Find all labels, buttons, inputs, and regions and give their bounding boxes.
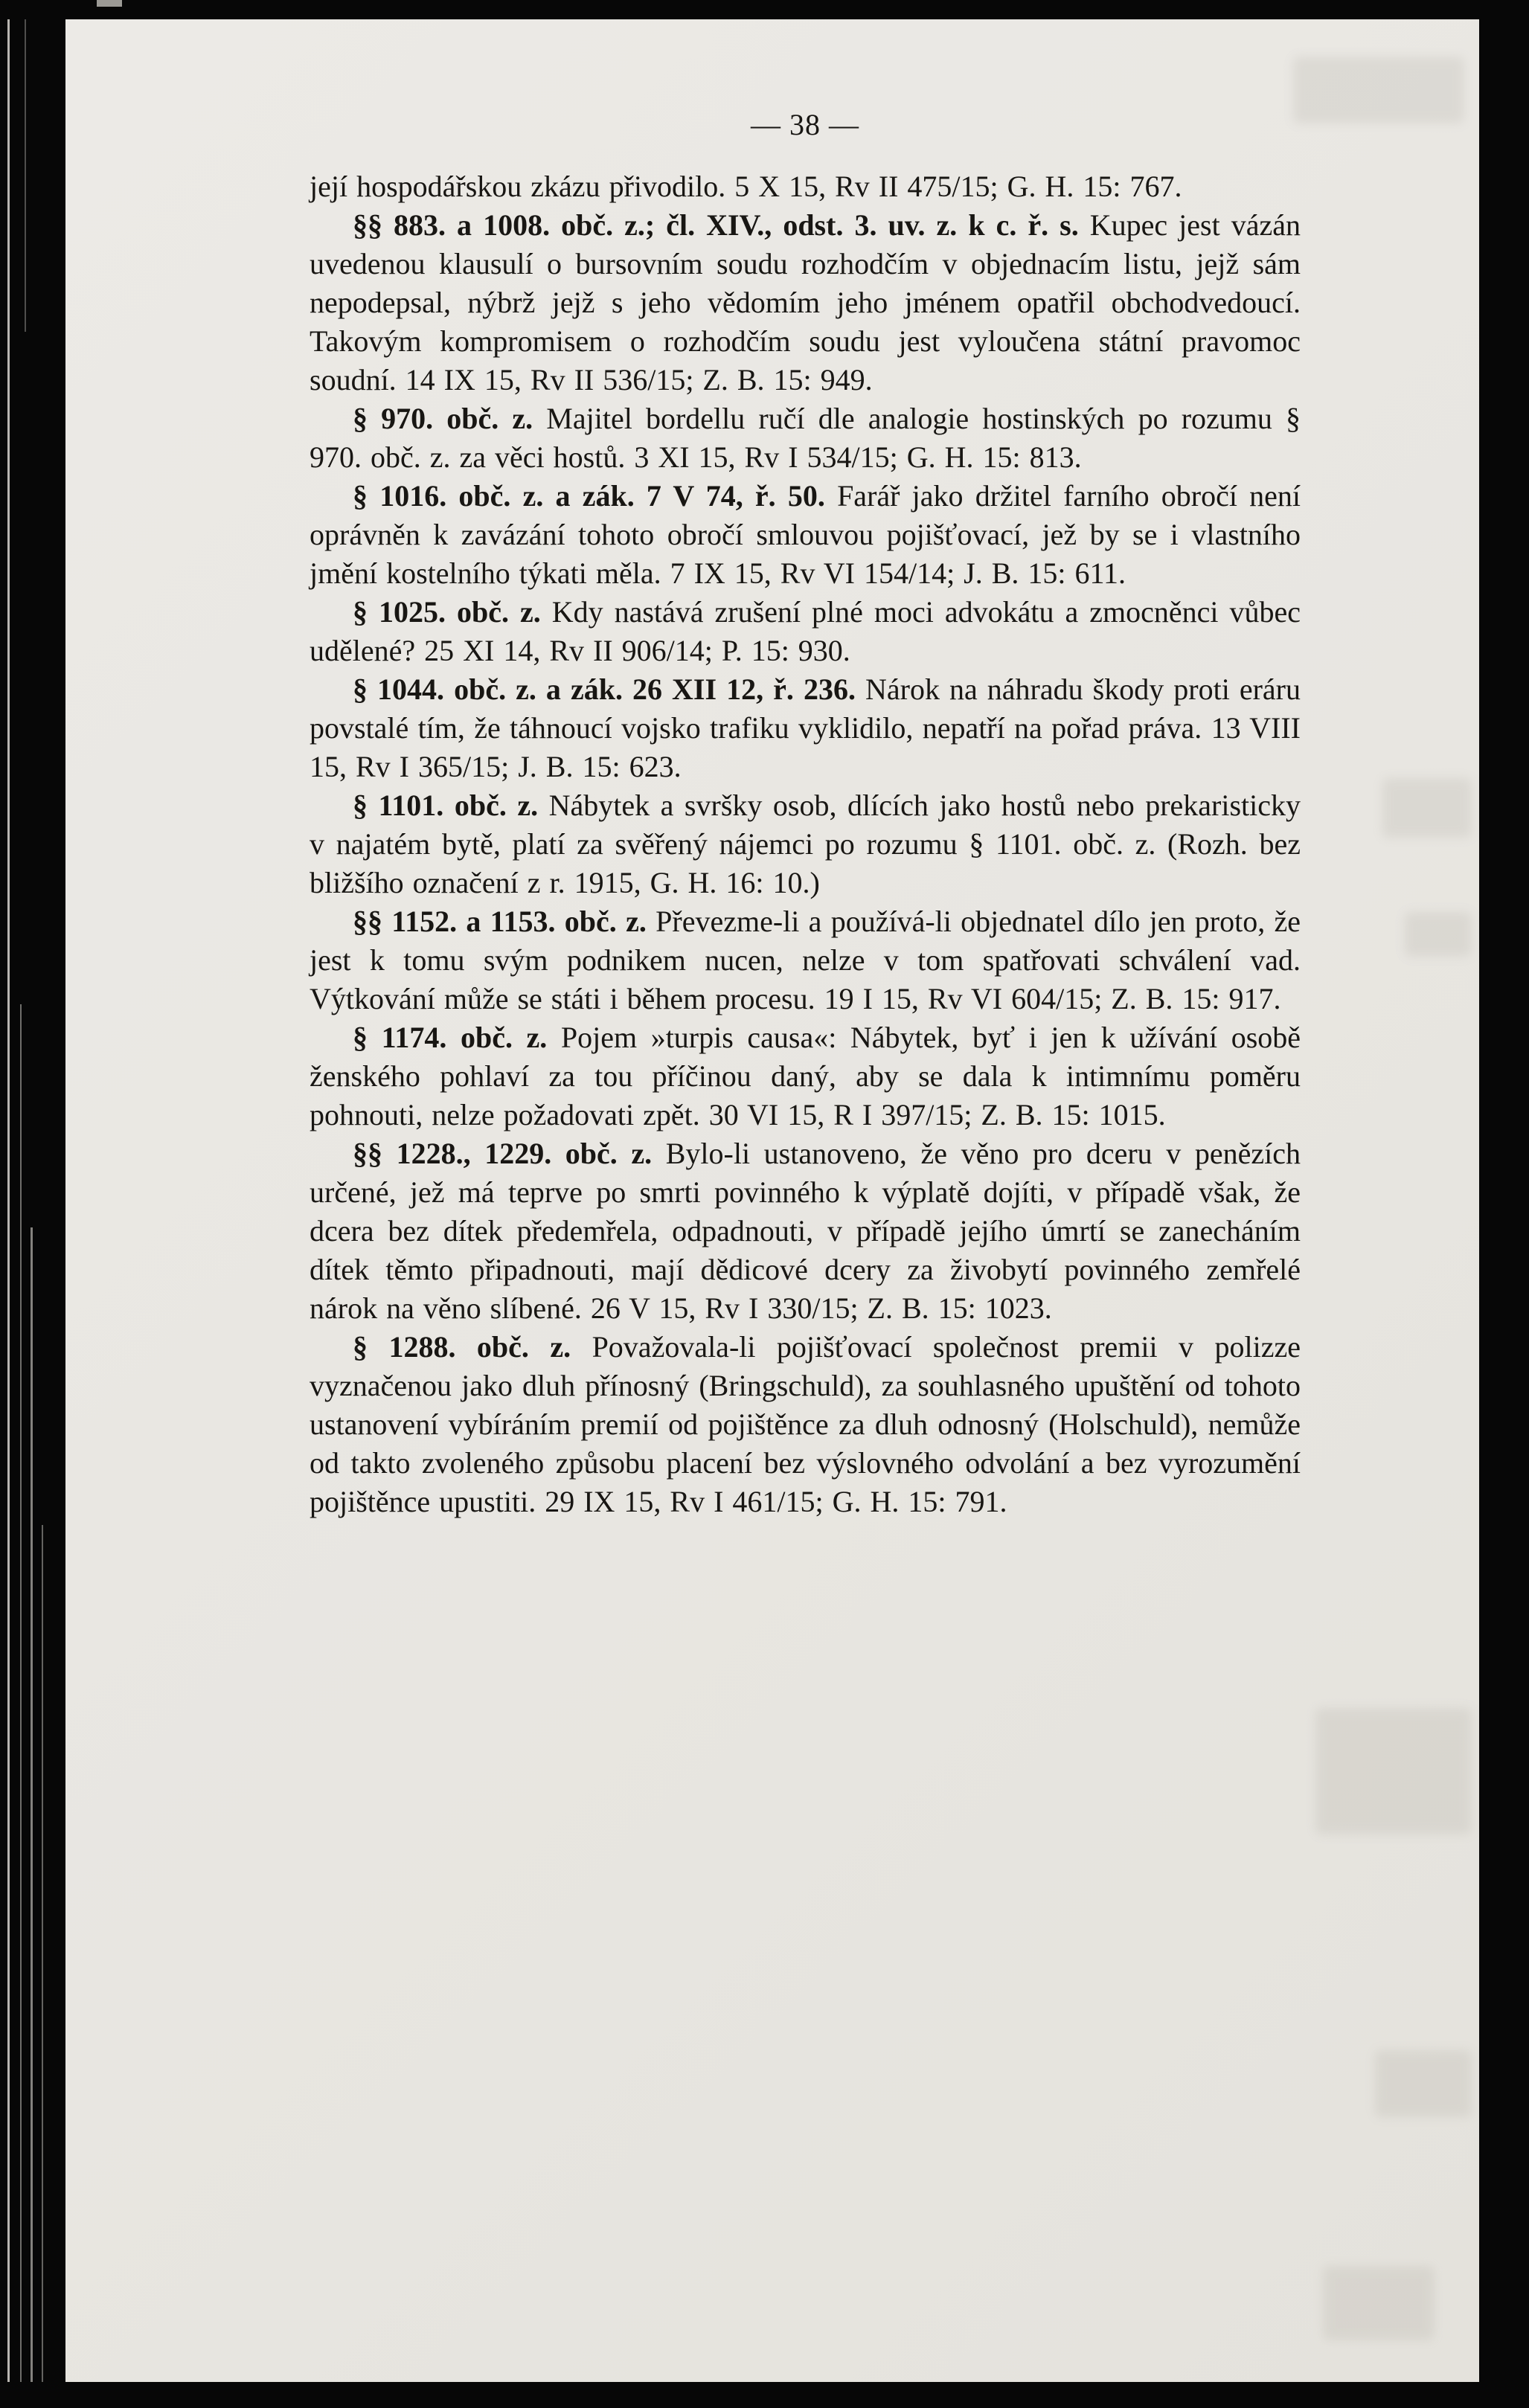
scratch-line xyxy=(7,19,10,2382)
paragraph-heading: § 1044. obč. z. a zák. 26 XII 12, ř. 236. xyxy=(353,672,856,706)
paragraph xyxy=(310,786,1301,902)
scratch-line xyxy=(42,1525,43,2382)
paragraph-heading: § 1174. obč. z. xyxy=(353,1021,548,1054)
paragraph-body: Nárok na náhradu škody proti eráru povstalé tím, že táhnoucí vojsko trafiku vyklidilo, nepatří na pořad práva. 13 VIII 15, Rv I 365/15; J. B. 15: 623. xyxy=(310,672,1301,783)
scan-notch xyxy=(97,0,122,7)
paragraph xyxy=(310,902,1301,1018)
bleedthrough-smudge xyxy=(1375,2050,1472,2117)
paragraph-heading: § 1101. obč. z. xyxy=(353,789,539,822)
scratch-line xyxy=(20,1004,22,2382)
paragraph-body: Považovala-li pojišťovací společnost premii v polizze vyznačenou jako dluh přínosný (Bringschuld), za souhlasného upuštění od tohoto ustanovení vybíráním premií od pojištěnce za dluh odnosný (Holschuld), nemůže od takto zvoleného způsobu placení bez výslovného odvolání a bez vyrozumění pojištěnce upustiti. 29 IX 15, Rv I 461/15; G. H. 15: 791. xyxy=(310,1330,1301,1518)
paragraph xyxy=(310,206,1301,399)
scratch-line xyxy=(31,1227,33,2382)
paragraph-body: Kupec jest vázán uvedenou klausulí o bursovním soudu rozhodčím v objednacím listu, jejž sám nepodepsal, nýbrž jejž s jeho vědomím jeho jménem opatřil obchodvedoucí. Takovým kompromisem o rozhodčím soudu jest vyloučena státní pravomoc soudní. 14 IX 15, Rv II 536/15; Z. B. 15: 949. xyxy=(310,208,1301,396)
paragraph xyxy=(310,477,1301,593)
bleedthrough-smudge xyxy=(1323,2266,1435,2340)
paragraph-heading: § 1025. obč. z. xyxy=(353,595,541,629)
paragraph xyxy=(310,593,1301,670)
book-page xyxy=(65,19,1479,2382)
paragraph-body: Nábytek a svršky osob, dlících jako hostů nebo prekaristicky v najatém bytě, platí za svěřený nájemci po rozumu § 1101. obč. z. (Rozh. bez bližšího označení z r. 1915, G. H. 16: 10.) xyxy=(310,789,1301,899)
paragraph-body: její hospodářskou zkázu přivodilo. 5 X 15, Rv II 475/15; G. H. 15: 767. xyxy=(310,170,1182,203)
paragraph-body: Kdy nastává zrušení plné moci advokátu a zmocněnci vůbec udělené? 25 XI 14, Rv II 906/14; P. 15: 930. xyxy=(310,595,1301,667)
paragraph-body: Bylo-li ustanoveno, že věno pro dceru v penězích určené, jež má teprve po smrti povinného k výplatě dojíti, v případě však, že dcera bez dítek předemřela, odpadnouti, v případě jejího úmrtí se zanecháním dítek těmto připadnouti, mají dědicové dcery za živobytí povinného zemřelé nárok na věno slíbené. 26 V 15, Rv I 330/15; Z. B. 15: 1023. xyxy=(310,1137,1301,1325)
paragraph xyxy=(310,1018,1301,1134)
scratch-line xyxy=(25,19,26,332)
paragraph xyxy=(310,1134,1301,1328)
paragraph-heading: § 1288. obč. z. xyxy=(353,1330,571,1364)
paragraph-body: Pojem »turpis causa«: Nábytek, byť i jen k užívání osobě ženského pohlaví za tou příčinou daný, aby se dala k intimnímu poměru pohnouti, nelze požadovati zpět. 30 VI 15, R I 397/15; Z. B. 15: 1015. xyxy=(310,1021,1301,1131)
paragraph-heading: §§ 1152. a 1153. obč. z. xyxy=(353,905,647,938)
paragraph-heading: § 970. obč. z. xyxy=(353,402,533,435)
paragraph-heading: §§ 883. a 1008. obč. z.; čl. XIV., odst. 3. uv. z. k c. ř. s. xyxy=(353,208,1079,242)
paragraph-heading: § 1016. obč. z. a zák. 7 V 74, ř. 50. xyxy=(353,479,825,513)
bleedthrough-smudge xyxy=(1315,1708,1472,1834)
paragraph-body: Převezme-li a používá-li objednatel dílo jen proto, že jest k tomu svým podnikem nucen, nelze v tom spatřovati schválení vad. Výtkování může se státi i během procesu. 19 I 15, Rv VI 604/15; Z. B. 15: 917. xyxy=(310,905,1301,1015)
paragraph xyxy=(310,1328,1301,1521)
page-number: — 38 — xyxy=(751,108,859,141)
paragraph-heading: §§ 1228., 1229. obč. z. xyxy=(353,1137,653,1170)
paragraph-body: Majitel bordellu ručí dle analogie hostinských po rozumu § 970. obč. z. za věci hostů. 3 XI 15, Rv I 534/15; G. H. 15: 813. xyxy=(310,402,1301,474)
paragraph xyxy=(310,670,1301,786)
paragraph xyxy=(310,167,1301,206)
paragraph xyxy=(310,399,1301,477)
text-column xyxy=(65,19,1479,1521)
paragraph-body: Farář jako držitel farního obročí není oprávněn k zavázání tohoto obročí smlouvou pojišťovací, jež by se i vlastního jmění kostelního týkati měla. 7 IX 15, Rv VI 154/14; J. B. 15: 611. xyxy=(310,479,1301,590)
